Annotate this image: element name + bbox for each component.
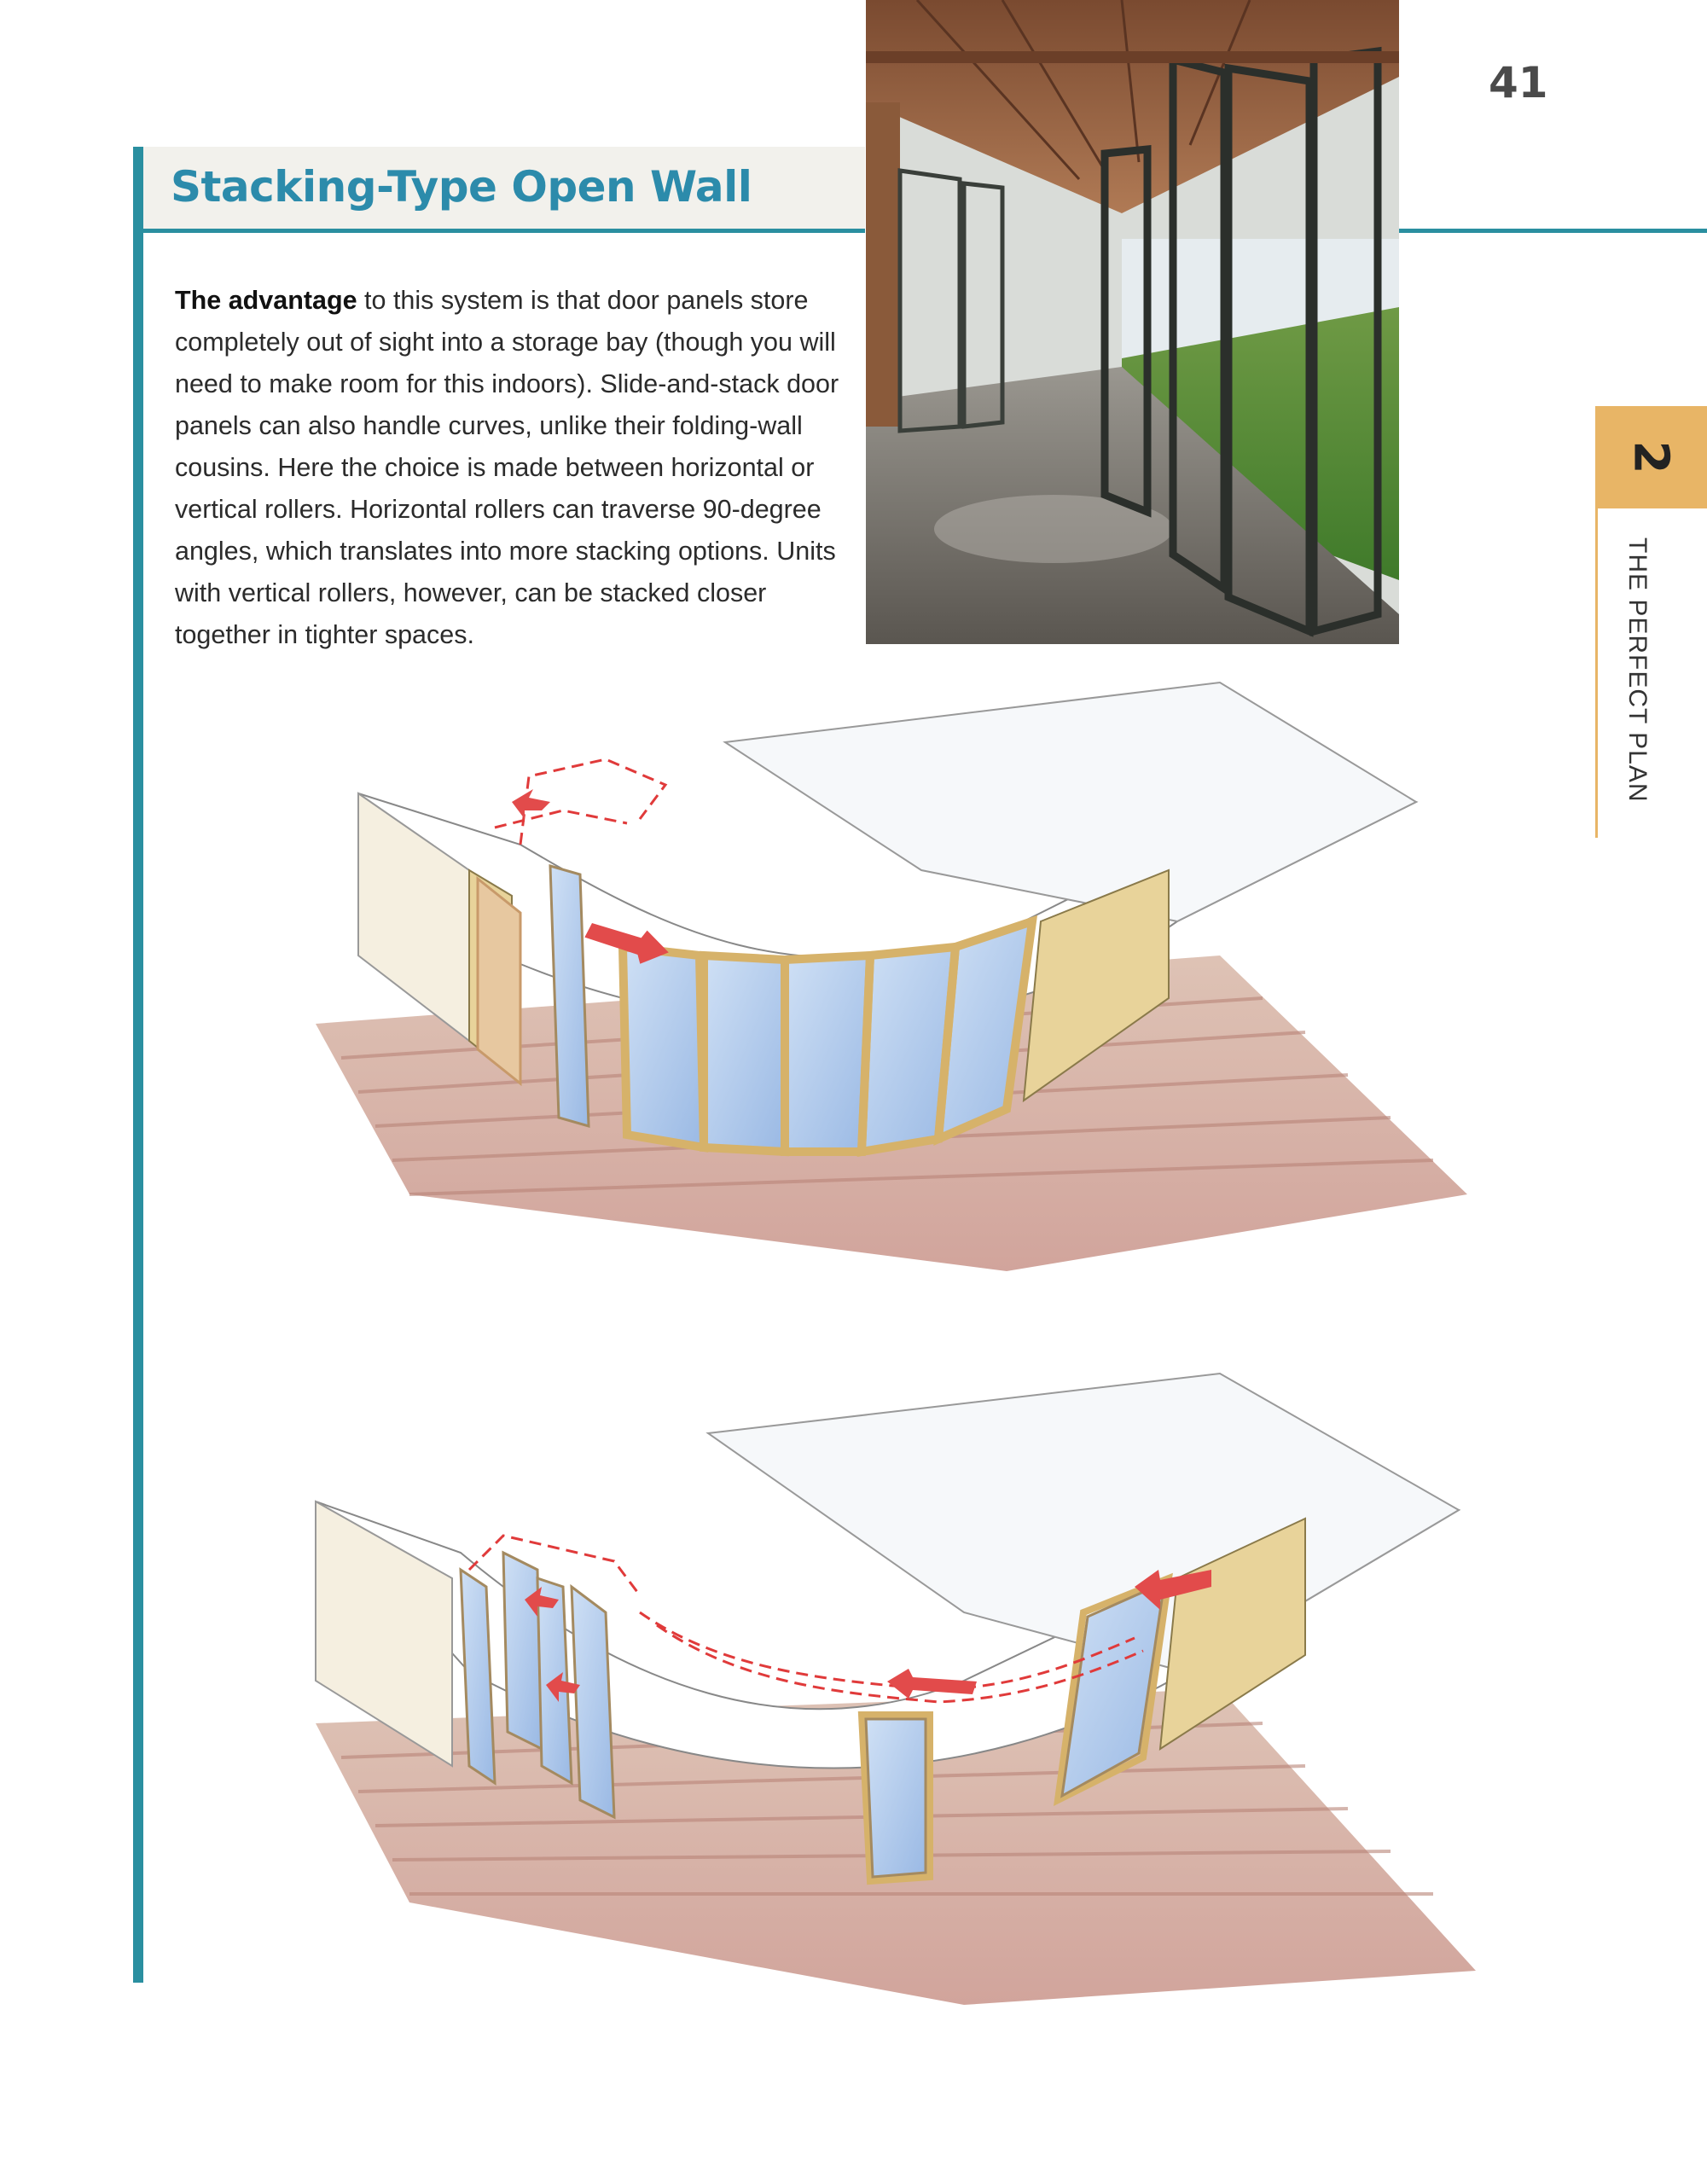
chapter-tab	[1595, 406, 1707, 508]
stacking-wall-illustration-top	[239, 674, 1484, 1288]
chapter-tab-line	[1595, 508, 1598, 838]
left-accent-rule	[133, 147, 143, 1983]
title-underline	[143, 229, 865, 233]
body-paragraph	[175, 280, 840, 656]
right-rule	[1399, 229, 1707, 233]
section-heading: Stacking-Type Open Wall	[171, 162, 752, 212]
page-number: 41	[1489, 58, 1548, 107]
folding-wall-photo	[866, 0, 1399, 644]
body-text: to this system is that door panels store completely out of sight into a storage bay (though you will need to make room for this indoors). Slide-and-stack door panels can also handle curves, unlike their folding-wall cousins. Here the choice is made between horizontal or vertical rollers. Horizontal rollers can traverse 90-degree angles, which translates into more stacking options. Units with vertical rollers, however, can be stacked closer together in tighter spaces.	[175, 286, 839, 649]
stacking-wall-illustration-bottom	[282, 1356, 1484, 2013]
chapter-label: THE PERFECT PLAN	[1623, 537, 1652, 803]
body-lead: The advantage	[175, 286, 357, 315]
chapter-number: 2	[1623, 440, 1679, 474]
